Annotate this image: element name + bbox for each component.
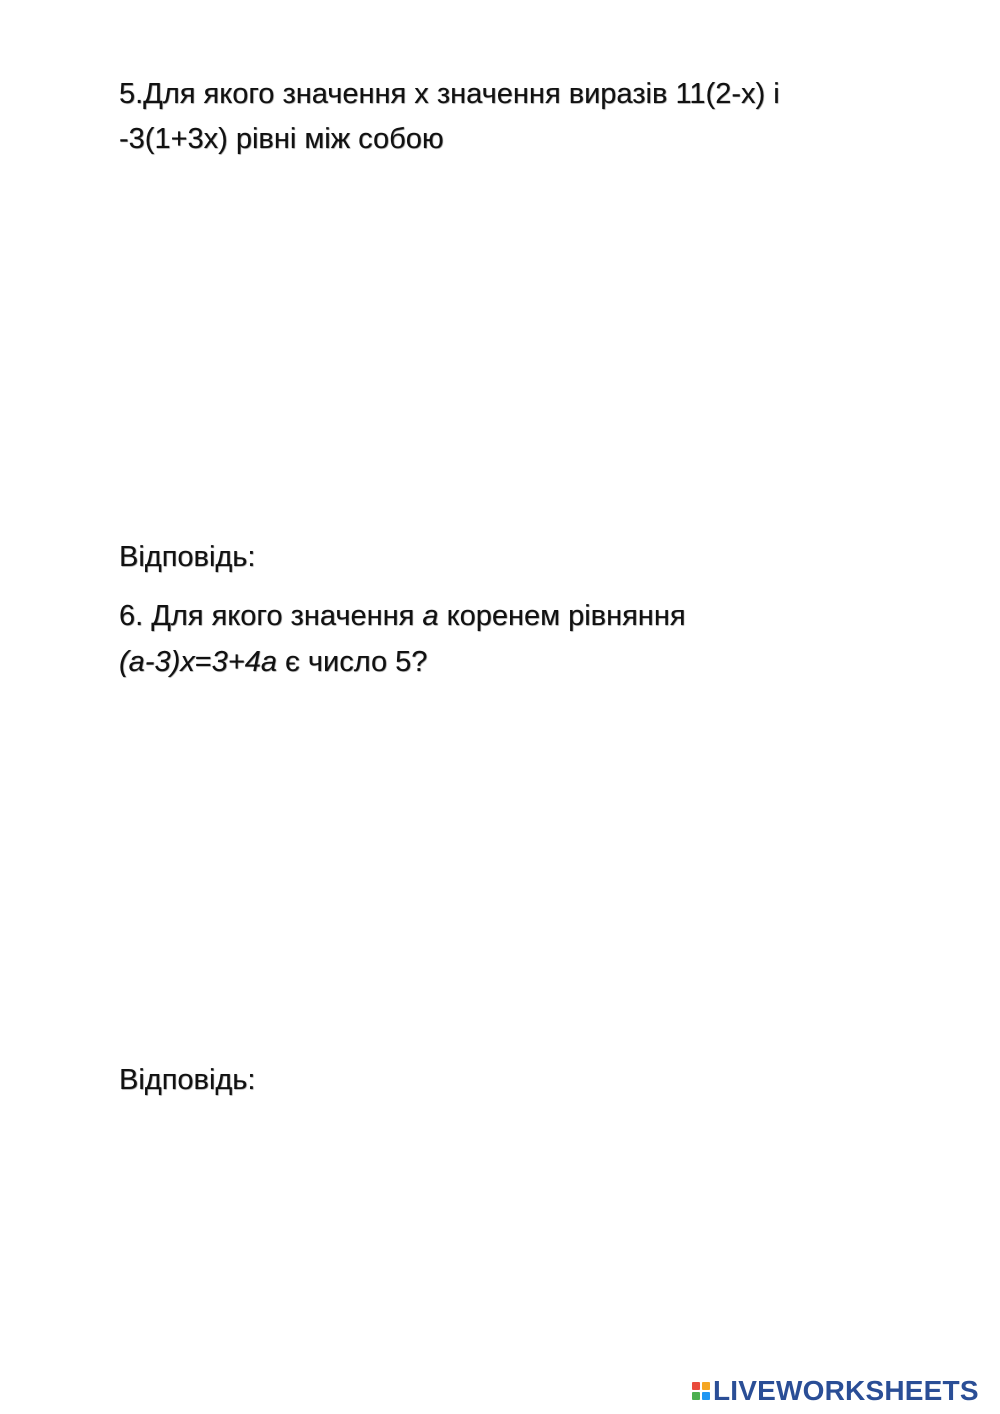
question-6-ending: є число 5? bbox=[277, 646, 428, 678]
equation-left: (а-3)х bbox=[119, 646, 195, 678]
logo-text: LIVEWORKSHEETS bbox=[713, 1375, 979, 1406]
logo-square-green bbox=[692, 1392, 700, 1400]
question-6-text-end: коренем рівняння bbox=[438, 600, 686, 632]
question-5-line-2: -3(1+3х) рівні між собою bbox=[119, 123, 444, 155]
equation-equals: = bbox=[194, 646, 212, 678]
question-6-line-2 bbox=[119, 640, 427, 684]
logo-mark-icon bbox=[692, 1382, 710, 1400]
logo-square-orange bbox=[702, 1382, 710, 1390]
question-6-variable: а bbox=[422, 600, 439, 632]
logo-square-blue bbox=[702, 1392, 710, 1400]
question-6-line-1 bbox=[119, 594, 686, 638]
question-6-text-start: 6. Для якого значення bbox=[119, 600, 423, 632]
question-5-line-1: 5.Для якого значення х значення виразів 11(2-х) і bbox=[119, 78, 780, 110]
equation-right: 3+4а bbox=[211, 646, 277, 678]
liveworksheets-logo bbox=[692, 1374, 979, 1408]
answer-label-1: Відповідь: bbox=[119, 541, 256, 573]
answer-label-2: Відповідь: bbox=[119, 1064, 256, 1096]
logo-square-red bbox=[692, 1382, 700, 1390]
